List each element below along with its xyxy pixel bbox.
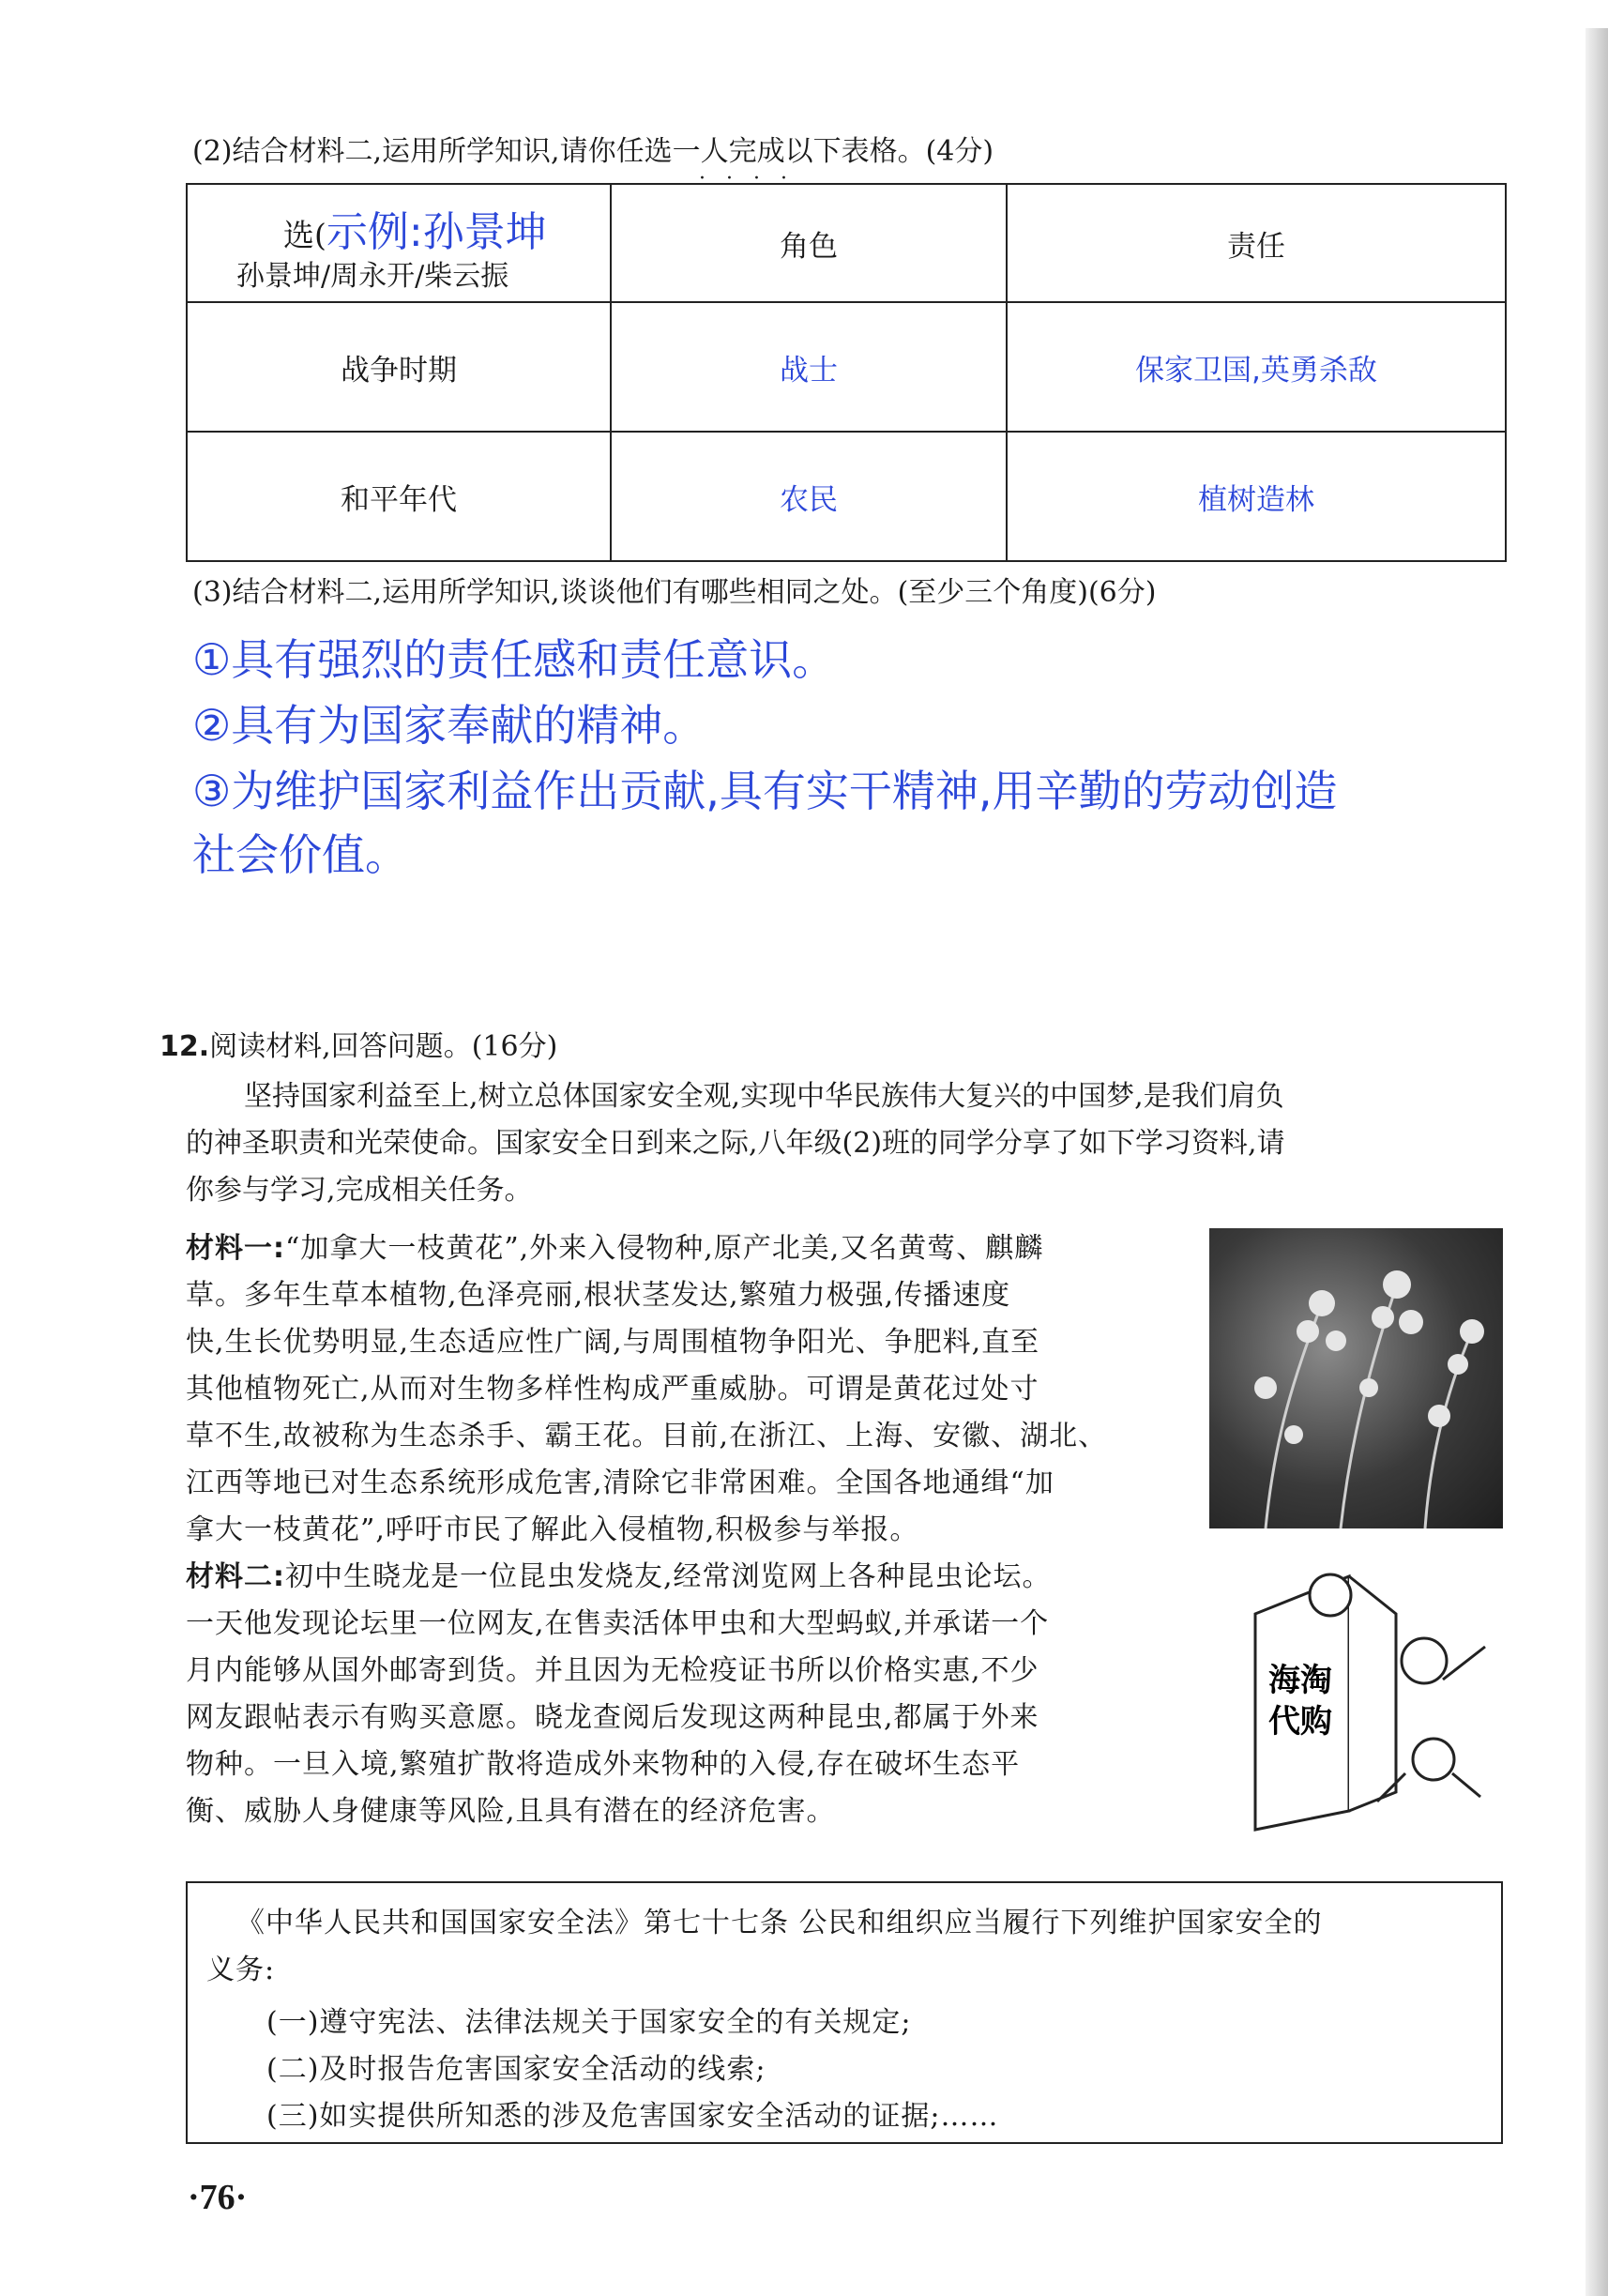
q12-intro [186, 1073, 1505, 1214]
law-excerpt-box [186, 1881, 1503, 2144]
q12-heading [159, 1028, 557, 1066]
role-answer: 农民 [611, 432, 1007, 561]
pick-label [283, 198, 547, 258]
emphasis-dots: ···· [699, 167, 808, 190]
material-label: 材料二: [186, 1560, 285, 1593]
law-line: 《中华人民共和国国家安全法》第七十七条 公民和组织应当履行下列维护国家安全的 [236, 1907, 1323, 1939]
intro-line: 的神圣职责和光荣使命。国家安全日到来之际,八年级(2)班的同学分享了如下学习资料,请 [186, 1127, 1285, 1160]
period-cell: 战争时期 [187, 302, 611, 432]
goldenrod-photo [1209, 1228, 1503, 1528]
material-two [186, 1554, 1171, 1835]
duty-answer: 保家卫国,英勇杀敌 [1007, 302, 1506, 432]
page-edge-shadow [1585, 28, 1608, 2296]
law-item: (二)及时报告危害国家安全活动的线索; [266, 2053, 766, 2086]
law-item: (一)遵守宪法、法律法规关于国家安全的有关规定; [266, 2006, 912, 2039]
duty-answer: 植树造林 [1007, 432, 1506, 561]
period-cell: 和平年代 [187, 432, 611, 561]
material-line: 月内能够从国外邮寄到货。并且因为无检疫证书所以价格实惠,不少 [186, 1654, 1039, 1687]
table-head-role: 角色 [611, 184, 1007, 302]
law-line: 义务: [206, 1954, 276, 1986]
material-line: 一天他发现论坛里一位网友,在售卖活体甲虫和大型蚂蚁,并承诺一个 [186, 1607, 1050, 1640]
material-line: 衡、威胁人身健康等风险,且具有潜在的经济危害。 [186, 1795, 836, 1828]
q3-answer-line: 社会价值。 [192, 829, 408, 880]
material-one [186, 1225, 1171, 1554]
material-line: 初中生晓龙是一位昆虫发烧友,经常浏览网上各种昆虫论坛。 [285, 1560, 1052, 1593]
page-number: ·76· [188, 2178, 248, 2217]
role-answer: 战士 [611, 302, 1007, 432]
cartoon-illustration [1218, 1558, 1499, 1839]
material-line: 草不生,故被称为生态杀手、霸王花。目前,在浙江、上海、安徽、湖北、 [186, 1420, 1108, 1452]
q2-prompt: (2)结合材料二,运用所学知识,请你任选一人完成以下表格。(4分) [192, 135, 994, 168]
role-table [186, 183, 1507, 562]
table-row [187, 302, 1506, 432]
table-head-duty: 责任 [1007, 184, 1506, 302]
table-row [187, 432, 1506, 561]
material-line: 拿大一枝黄花”,呼吁市民了解此入侵植物,积极参与举报。 [186, 1513, 919, 1546]
table-head-pick [187, 184, 611, 302]
material-label: 材料一: [186, 1232, 285, 1265]
material-line: 网友跟帖表示有购买意愿。晓龙查阅后发现这两种昆虫,都属于外来 [186, 1701, 1039, 1734]
pick-answer: 示例:孙景坤 [326, 208, 547, 256]
intro-line: 你参与学习,完成相关任务。 [186, 1174, 533, 1207]
candidate-names: 孙景坤/周永开/柴云振 [236, 260, 509, 293]
material-line: 其他植物死亡,从而对生物多样性构成严重威胁。可谓是黄花过处寸 [186, 1373, 1039, 1406]
material-line: 草。多年生草本植物,色泽亮丽,根状茎发达,繁殖力极强,传播速度 [186, 1279, 1011, 1312]
q12-prompt: 阅读材料,回答问题。(16分) [209, 1030, 558, 1063]
cartoon-label: 海淘 [1268, 1662, 1332, 1699]
q3-answer-line: ③为维护国家利益作出贡献,具有实干精神,用辛勤的劳动创造 [192, 766, 1338, 816]
q3-prompt: (3)结合材料二,运用所学知识,谈谈他们有哪些相同之处。(至少三个角度)(6分) [192, 576, 1157, 609]
material-line: 江西等地已对生态系统形成危害,清除它非常困难。全国各地通缉“加 [186, 1467, 1054, 1499]
material-line: “加拿大一枝黄花”,外来入侵物种,原产北美,又名黄莺、麒麟 [285, 1232, 1044, 1265]
question-number: 12. [159, 1030, 210, 1063]
law-item: (三)如实提供所知悉的涉及危害国家安全活动的证据;…… [266, 2100, 999, 2133]
q3-answer-line: ②具有为国家奉献的精神。 [192, 700, 706, 751]
q3-answer-line: ①具有强烈的责任感和责任意识。 [192, 634, 836, 685]
material-line: 快,生长优势明显,生态适应性广阔,与周围植物争阳光、争肥料,直至 [186, 1326, 1040, 1359]
pick-prefix: 选( [283, 217, 326, 253]
material-line: 物种。一旦入境,繁殖扩散将造成外来物种的入侵,存在破坏生态平 [186, 1748, 1021, 1781]
cartoon-label: 代购 [1268, 1703, 1332, 1741]
intro-line: 坚持国家利益至上,树立总体国家安全观,实现中华民族伟大复兴的中国梦,是我们肩负 [244, 1080, 1284, 1113]
